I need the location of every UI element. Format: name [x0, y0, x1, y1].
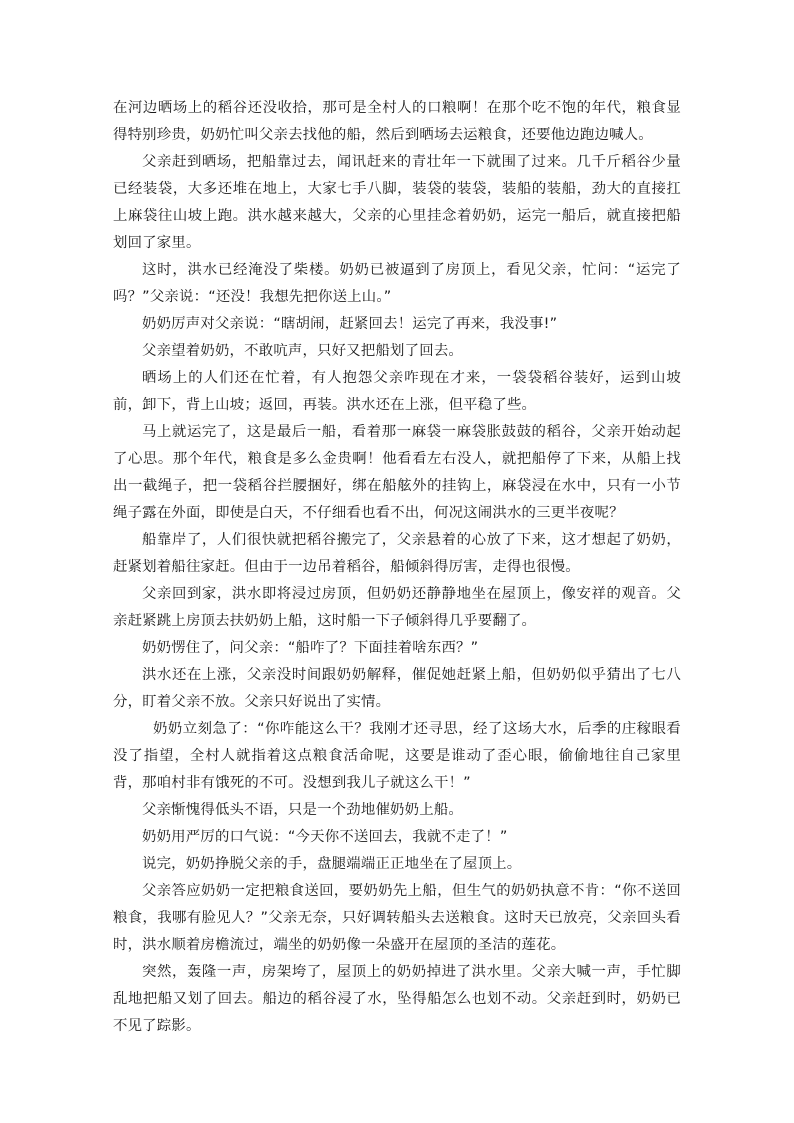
paragraph-5: 父亲望着奶奶，不敢吭声，只好又把船划了回去。 [142, 343, 463, 359]
document-body [113, 95, 681, 1040]
paragraph-9: 父亲回到家，洪水即将浸过房顶，但奶奶还静静地坐在屋顶上，像安祥的观音。父亲赶紧跳上房顶去扶奶奶上船，这时船一下子倾斜得几乎要翻了。 [113, 586, 681, 629]
paragraph-8: 船靠岸了，人们很快就把稻谷搬完了，父亲悬着的心放了下来，这才想起了奶奶，赶紧划着船往家赶。但由于一边吊着稻谷，船倾斜得厉害，走得也很慢。 [113, 532, 681, 575]
paragraph-3: 这时，洪水已经淹没了柴楼。奶奶已被逼到了房顶上，看见父亲，忙问：“运完了吗？”父亲说：“还没！我想先把你送上山。” [113, 262, 681, 305]
paragraph-4: 奶奶厉声对父亲说：“瞎胡闹，赶紧回去！运完了再来，我没事!” [142, 316, 558, 332]
paragraph-6: 晒场上的人们还在忙着，有人抱怨父亲咋现在才来，一袋袋稻谷装好，运到山坡前，卸下，背上山坡；返回，再装。洪水还在上涨，但平稳了些。 [113, 370, 681, 413]
paragraph-7: 马上就运完了，这是最后一船，看着那一麻袋一麻袋胀鼓鼓的稻谷，父亲开始动起了心思。那个年代，粮食是多么金贵啊！他看看左右没人，就把船停了下来，从船上找出一截绳子，把一袋稻谷拦腰捆好，绑在船舷外的挂钩上，麻袋浸在水中，只有一小节绳子露在外面，即使是白天，不仔细看也看不出，何况这闹洪水的三更半夜呢？ [113, 424, 681, 521]
paragraph-11: 洪水还在上涨，父亲没时间跟奶奶解释，催促她赶紧上船，但奶奶似乎猜出了七八分，盯着父亲不放。父亲只好说出了实情。 [113, 667, 681, 710]
paragraph-13: 父亲惭愧得低头不语，只是一个劲地催奶奶上船。 [142, 802, 463, 818]
paragraph-16: 父亲答应奶奶一定把粮食送回，要奶奶先上船，但生气的奶奶执意不肯：“你不送回粮食，我哪有脸见人？”父亲无奈，只好调转船头去送粮食。这时天已放亮，父亲回头看时，洪水顺着房檐流过，端坐的奶奶像一朵盛开在屋顶的圣洁的莲花。 [113, 883, 681, 953]
paragraph-12: 奶奶立刻急了：“你咋能这么干？我刚才还寻思，经了这场大水，后季的庄稼眼看没了指望，全村人就指着这点粮食活命呢，这要是谁动了歪心眼，偷偷地往自己家里背，那咱村非有饿死的不可。没想到我儿子就这么干！” [113, 721, 681, 791]
paragraph-2: 父亲赶到晒场，把船靠过去，闻讯赶来的青壮年一下就围了过来。几千斤稻谷少量已经装袋，大多还堆在地上，大家七手八脚，装袋的装袋，装船的装船，劲大的直接扛上麻袋往山坡上跑。洪水越来越大，父亲的心里挂念着奶奶，运完一船后，就直接把船划回了家里。 [113, 154, 681, 251]
paragraph-1: 在河边晒场上的稻谷还没收拾，那可是全村人的口粮啊！在那个吃不饱的年代，粮食显得特别珍贵，奶奶忙叫父亲去找他的船，然后到晒场去运粮食，还要他边跑边喊人。 [113, 100, 681, 143]
paragraph-15: 说完，奶奶挣脱父亲的手，盘腿端端正正地坐在了屋顶上。 [142, 856, 522, 872]
paragraph-10: 奶奶愣住了，问父亲：“船咋了？下面挂着啥东西？” [142, 640, 479, 656]
paragraph-17: 突然，轰隆一声，房架垮了，屋顶上的奶奶掉进了洪水里。父亲大喊一声，手忙脚乱地把船又划了回去。船边的稻谷浸了水，坠得船怎么也划不动。父亲赶到时，奶奶已不见了踪影。 [113, 964, 681, 1034]
paragraph-14: 奶奶用严厉的口气说：“今天你不送回去，我就不走了！” [142, 829, 508, 845]
